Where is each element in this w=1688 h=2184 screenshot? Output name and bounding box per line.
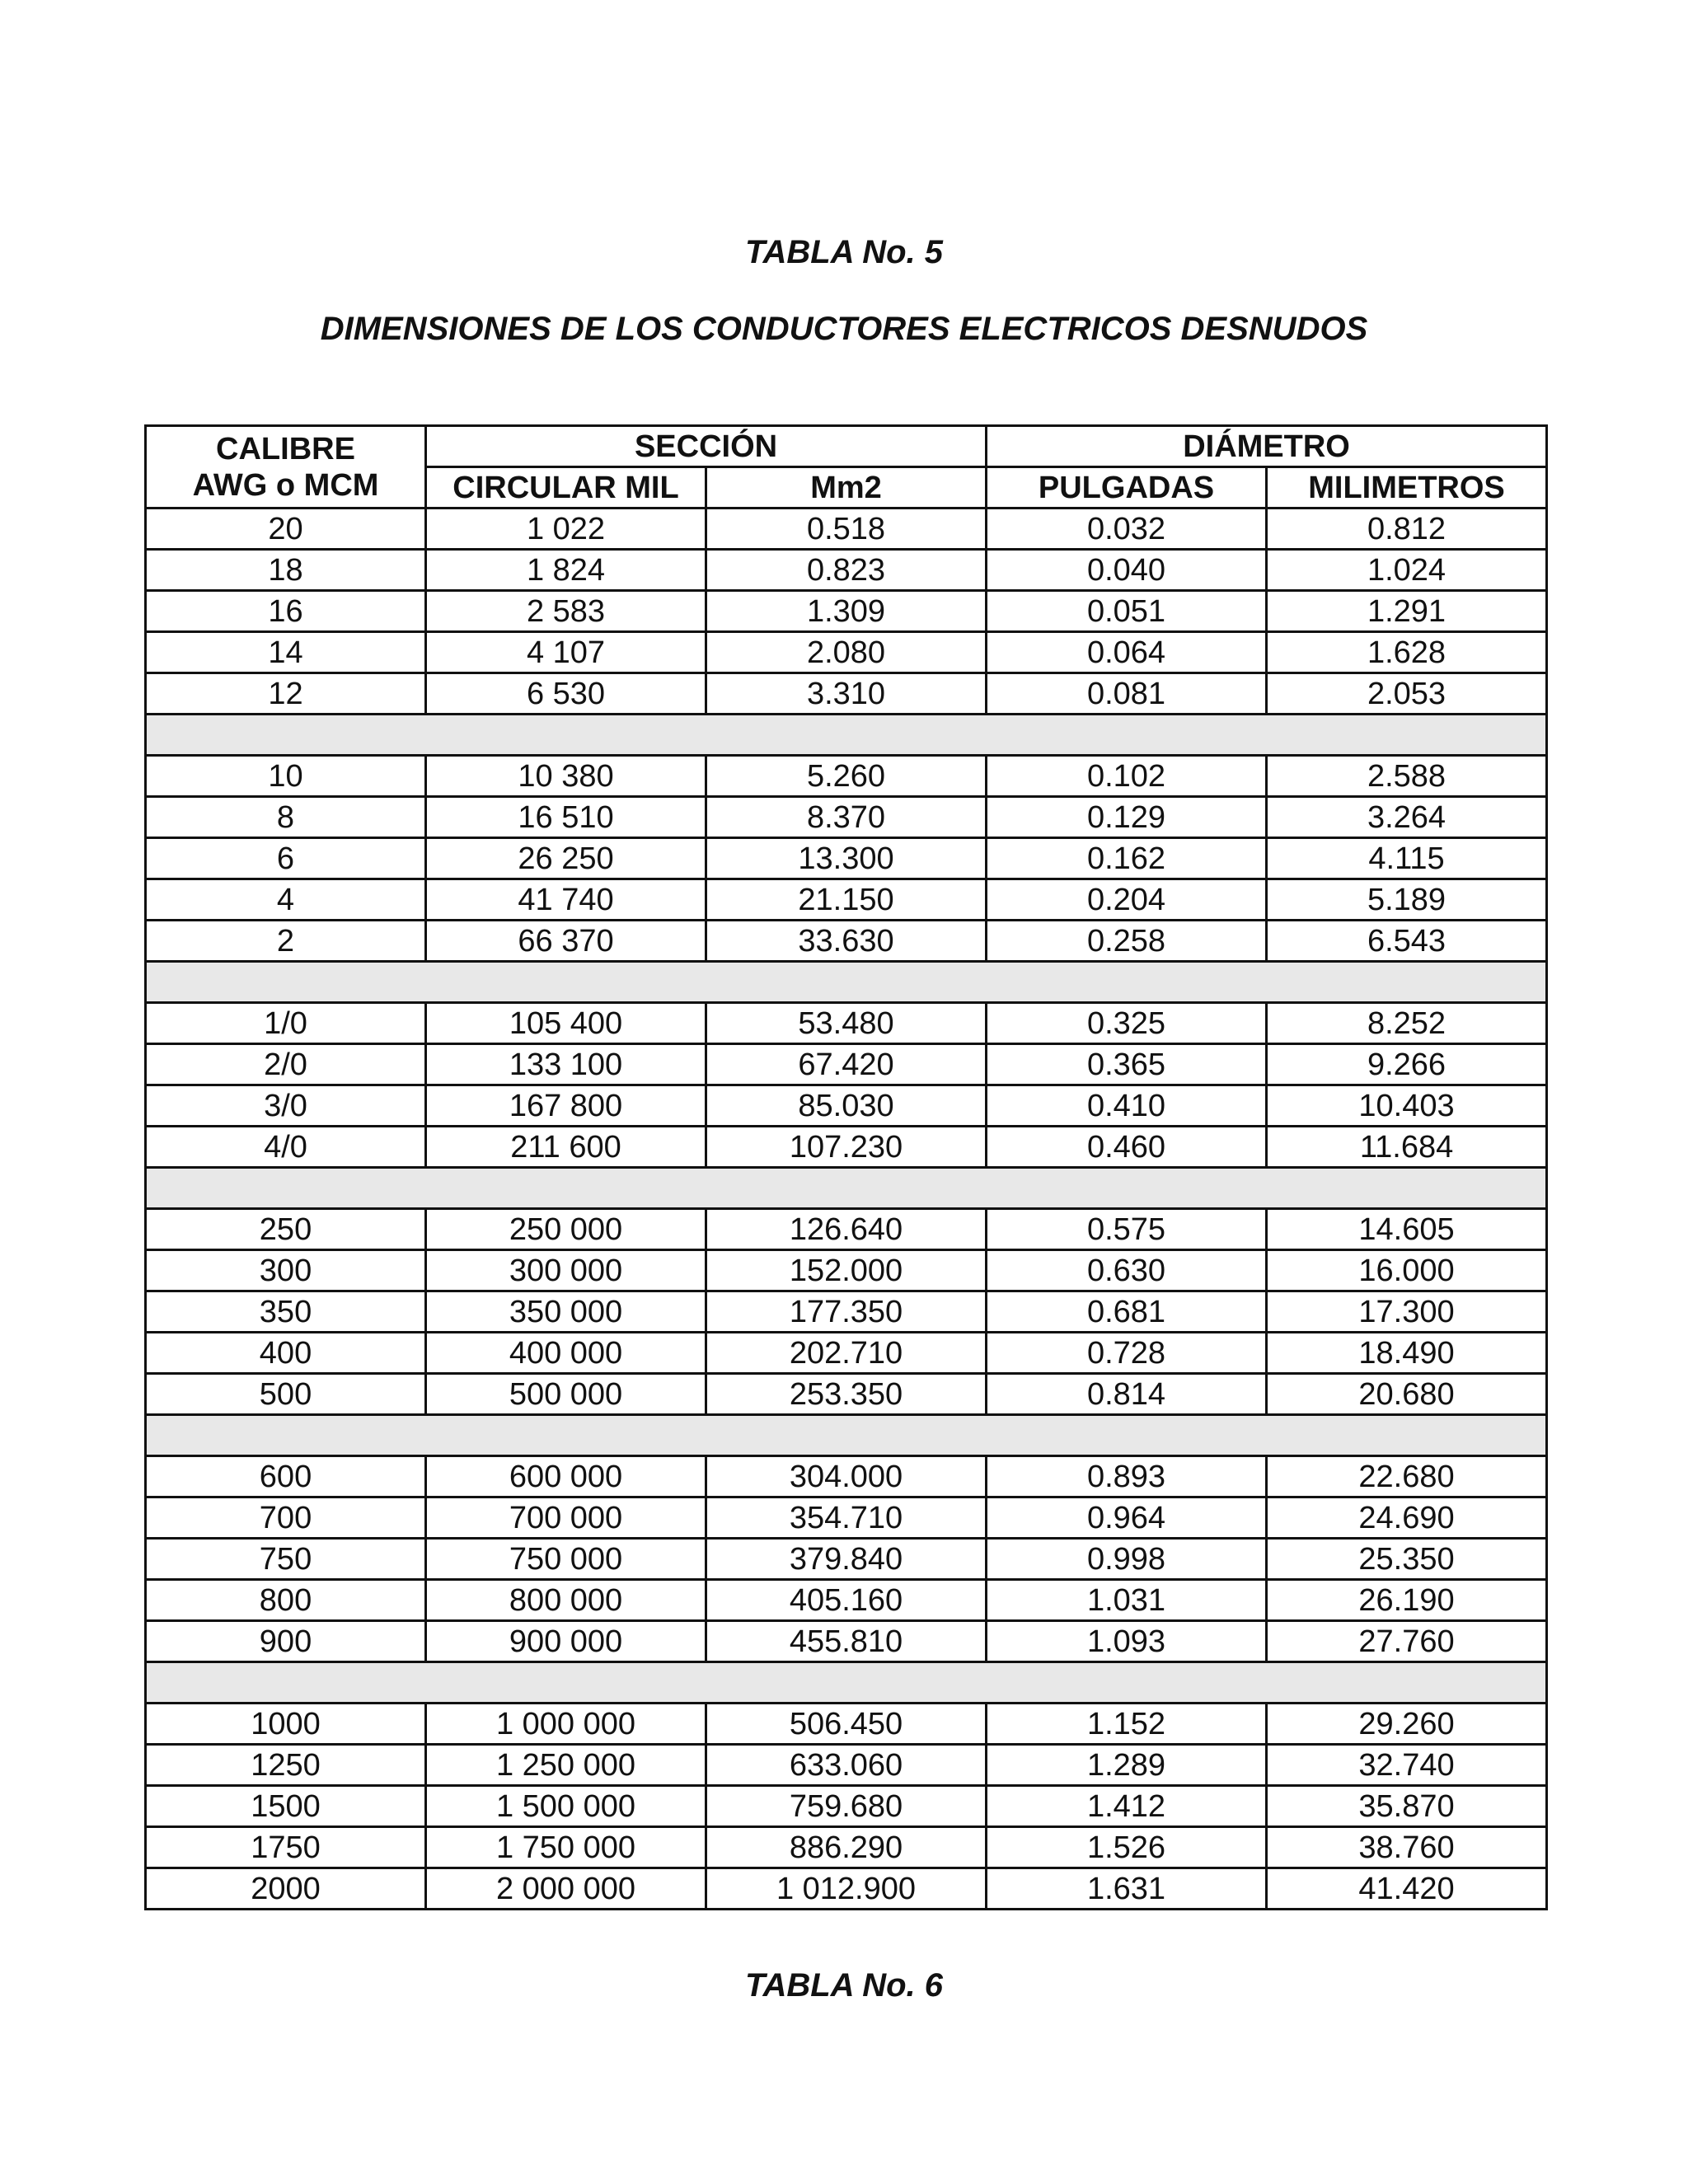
cell-milimetros: 24.690 [1267,1497,1547,1539]
cell-calibre: 2 [146,921,426,962]
cell-calibre: 6 [146,838,426,879]
cell-milimetros: 26.190 [1267,1580,1547,1621]
cell-calibre: 400 [146,1333,426,1374]
table-row [146,1209,1547,1250]
cell-milimetros: 9.266 [1267,1044,1547,1085]
cell-milimetros: 11.684 [1267,1127,1547,1168]
table-row [146,756,1547,797]
group-separator-cell [146,962,1547,1003]
cell-pulgadas: 0.964 [987,1497,1267,1539]
group-separator-row [146,1415,1547,1456]
cell-mm2: 8.370 [706,797,987,838]
cell-calibre: 700 [146,1497,426,1539]
cell-mm2: 405.160 [706,1580,987,1621]
cell-pulgadas: 0.040 [987,550,1267,591]
cell-circular-mil: 1 250 000 [426,1745,706,1786]
cell-circular-mil: 250 000 [426,1209,706,1250]
table-row [146,1250,1547,1291]
table-row [146,1745,1547,1786]
cell-milimetros: 18.490 [1267,1333,1547,1374]
table-row [146,1044,1547,1085]
cell-mm2: 1 012.900 [706,1868,987,1910]
cell-mm2: 379.840 [706,1539,987,1580]
cell-calibre: 2000 [146,1868,426,1910]
table-header [146,426,1547,509]
cell-mm2: 2.080 [706,632,987,673]
cell-mm2: 253.350 [706,1374,987,1415]
cell-circular-mil: 400 000 [426,1333,706,1374]
cell-circular-mil: 300 000 [426,1250,706,1291]
cell-circular-mil: 1 022 [426,509,706,550]
cell-mm2: 0.518 [706,509,987,550]
table-row [146,1085,1547,1127]
cell-mm2: 33.630 [706,921,987,962]
cell-mm2: 67.420 [706,1044,987,1085]
table-row [146,1291,1547,1333]
cell-milimetros: 22.680 [1267,1456,1547,1497]
cell-mm2: 5.260 [706,756,987,797]
table-row [146,509,1547,550]
cell-calibre: 3/0 [146,1085,426,1127]
cell-pulgadas: 0.575 [987,1209,1267,1250]
table-body [146,509,1547,1910]
cell-circular-mil: 66 370 [426,921,706,962]
cell-pulgadas: 0.814 [987,1374,1267,1415]
cell-mm2: 3.310 [706,673,987,715]
cell-circular-mil: 41 740 [426,879,706,921]
table-row [146,797,1547,838]
cell-milimetros: 8.252 [1267,1003,1547,1044]
cell-circular-mil: 600 000 [426,1456,706,1497]
cell-mm2: 53.480 [706,1003,987,1044]
table-row [146,1868,1547,1910]
cell-circular-mil: 2 000 000 [426,1868,706,1910]
cell-milimetros: 20.680 [1267,1374,1547,1415]
table-row [146,1374,1547,1415]
cell-milimetros: 1.628 [1267,632,1547,673]
cell-pulgadas: 1.289 [987,1745,1267,1786]
table-row [146,1497,1547,1539]
cell-circular-mil: 105 400 [426,1003,706,1044]
cell-calibre: 20 [146,509,426,550]
cell-calibre: 1500 [146,1786,426,1827]
group-separator-cell [146,715,1547,756]
table-row [146,1827,1547,1868]
cell-calibre: 900 [146,1621,426,1662]
cell-calibre: 350 [146,1291,426,1333]
cell-pulgadas: 0.460 [987,1127,1267,1168]
cell-calibre: 800 [146,1580,426,1621]
cell-calibre: 300 [146,1250,426,1291]
cell-mm2: 152.000 [706,1250,987,1291]
table-row [146,1621,1547,1662]
cell-milimetros: 25.350 [1267,1539,1547,1580]
cell-milimetros: 2.053 [1267,673,1547,715]
table-subtitle: DIMENSIONES DE LOS CONDUCTORES ELECTRICOS DESNUDOS [320,311,1368,347]
cell-circular-mil: 350 000 [426,1291,706,1333]
header-calibre [146,426,426,509]
cell-circular-mil: 700 000 [426,1497,706,1539]
cell-mm2: 177.350 [706,1291,987,1333]
cell-circular-mil: 900 000 [426,1621,706,1662]
cell-milimetros: 27.760 [1267,1621,1547,1662]
cell-calibre: 1/0 [146,1003,426,1044]
table-title: TABLA No. 5 [745,234,943,270]
table-row [146,632,1547,673]
cell-milimetros: 4.115 [1267,838,1547,879]
conductor-dimensions-table [144,424,1548,1910]
cell-mm2: 886.290 [706,1827,987,1868]
cell-circular-mil: 1 500 000 [426,1786,706,1827]
group-separator-row [146,962,1547,1003]
cell-milimetros: 10.403 [1267,1085,1547,1127]
cell-circular-mil: 6 530 [426,673,706,715]
cell-circular-mil: 16 510 [426,797,706,838]
cell-circular-mil: 10 380 [426,756,706,797]
cell-circular-mil: 800 000 [426,1580,706,1621]
cell-calibre: 10 [146,756,426,797]
cell-circular-mil: 2 583 [426,591,706,632]
cell-mm2: 506.450 [706,1704,987,1745]
cell-circular-mil: 500 000 [426,1374,706,1415]
cell-calibre: 14 [146,632,426,673]
cell-milimetros: 6.543 [1267,921,1547,962]
header-circular-mil: CIRCULAR MIL [426,467,706,509]
header-seccion: SECCIÓN [426,426,987,467]
cell-pulgadas: 0.162 [987,838,1267,879]
cell-milimetros: 5.189 [1267,879,1547,921]
group-separator-row [146,1662,1547,1704]
cell-milimetros: 1.291 [1267,591,1547,632]
group-separator-row [146,1168,1547,1209]
table-row [146,879,1547,921]
conductor-dimensions-table-container [144,424,1545,1910]
cell-mm2: 455.810 [706,1621,987,1662]
cell-calibre: 4 [146,879,426,921]
cell-calibre: 4/0 [146,1127,426,1168]
cell-pulgadas: 0.893 [987,1456,1267,1497]
cell-pulgadas: 0.325 [987,1003,1267,1044]
group-separator-row [146,715,1547,756]
cell-mm2: 304.000 [706,1456,987,1497]
cell-circular-mil: 1 750 000 [426,1827,706,1868]
cell-milimetros: 17.300 [1267,1291,1547,1333]
cell-calibre: 18 [146,550,426,591]
cell-milimetros: 38.760 [1267,1827,1547,1868]
cell-pulgadas: 0.258 [987,921,1267,962]
cell-pulgadas: 1.526 [987,1827,1267,1868]
table-row [146,1704,1547,1745]
group-separator-cell [146,1662,1547,1704]
table-row [146,838,1547,879]
cell-mm2: 202.710 [706,1333,987,1374]
table-row [146,1127,1547,1168]
group-separator-cell [146,1415,1547,1456]
table-row [146,591,1547,632]
cell-mm2: 85.030 [706,1085,987,1127]
cell-milimetros: 29.260 [1267,1704,1547,1745]
header-row-top [146,426,1547,467]
cell-calibre: 12 [146,673,426,715]
cell-pulgadas: 0.998 [987,1539,1267,1580]
table-row [146,1333,1547,1374]
header-diametro: DIÁMETRO [987,426,1547,467]
cell-mm2: 13.300 [706,838,987,879]
cell-milimetros: 1.024 [1267,550,1547,591]
table-row [146,1003,1547,1044]
cell-pulgadas: 0.410 [987,1085,1267,1127]
cell-pulgadas: 1.412 [987,1786,1267,1827]
cell-milimetros: 3.264 [1267,797,1547,838]
cell-circular-mil: 211 600 [426,1127,706,1168]
cell-mm2: 0.823 [706,550,987,591]
cell-calibre: 16 [146,591,426,632]
cell-milimetros: 2.588 [1267,756,1547,797]
next-table-title: TABLA No. 6 [745,1967,943,2004]
cell-mm2: 1.309 [706,591,987,632]
header-calibre-line2: AWG o MCM [192,467,379,503]
cell-calibre: 2/0 [146,1044,426,1085]
table-row [146,1786,1547,1827]
cell-milimetros: 14.605 [1267,1209,1547,1250]
cell-pulgadas: 0.129 [987,797,1267,838]
cell-calibre: 250 [146,1209,426,1250]
cell-pulgadas: 1.093 [987,1621,1267,1662]
cell-circular-mil: 1 824 [426,550,706,591]
cell-pulgadas: 1.031 [987,1580,1267,1621]
cell-circular-mil: 133 100 [426,1044,706,1085]
cell-circular-mil: 167 800 [426,1085,706,1127]
cell-pulgadas: 1.631 [987,1868,1267,1910]
cell-circular-mil: 1 000 000 [426,1704,706,1745]
cell-pulgadas: 1.152 [987,1704,1267,1745]
table-row [146,673,1547,715]
cell-calibre: 1250 [146,1745,426,1786]
cell-circular-mil: 4 107 [426,632,706,673]
cell-mm2: 354.710 [706,1497,987,1539]
table-row [146,550,1547,591]
cell-pulgadas: 0.064 [987,632,1267,673]
cell-mm2: 759.680 [706,1786,987,1827]
cell-milimetros: 0.812 [1267,509,1547,550]
cell-mm2: 126.640 [706,1209,987,1250]
cell-pulgadas: 0.032 [987,509,1267,550]
header-calibre-line1: CALIBRE [216,431,355,466]
table-row [146,921,1547,962]
table-row [146,1456,1547,1497]
cell-pulgadas: 0.630 [987,1250,1267,1291]
cell-mm2: 107.230 [706,1127,987,1168]
cell-milimetros: 35.870 [1267,1786,1547,1827]
cell-pulgadas: 0.204 [987,879,1267,921]
table-row [146,1580,1547,1621]
cell-milimetros: 16.000 [1267,1250,1547,1291]
cell-calibre: 600 [146,1456,426,1497]
cell-mm2: 633.060 [706,1745,987,1786]
header-pulgadas: PULGADAS [987,467,1267,509]
cell-calibre: 8 [146,797,426,838]
group-separator-cell [146,1168,1547,1209]
cell-pulgadas: 0.081 [987,673,1267,715]
cell-calibre: 750 [146,1539,426,1580]
cell-pulgadas: 0.728 [987,1333,1267,1374]
table-row [146,1539,1547,1580]
header-milimetros: MILIMETROS [1267,467,1547,509]
cell-circular-mil: 750 000 [426,1539,706,1580]
cell-pulgadas: 0.102 [987,756,1267,797]
cell-milimetros: 32.740 [1267,1745,1547,1786]
cell-calibre: 500 [146,1374,426,1415]
cell-pulgadas: 0.681 [987,1291,1267,1333]
cell-calibre: 1750 [146,1827,426,1868]
cell-circular-mil: 26 250 [426,838,706,879]
cell-calibre: 1000 [146,1704,426,1745]
cell-pulgadas: 0.051 [987,591,1267,632]
cell-mm2: 21.150 [706,879,987,921]
header-mm2: Mm2 [706,467,987,509]
cell-milimetros: 41.420 [1267,1868,1547,1910]
cell-pulgadas: 0.365 [987,1044,1267,1085]
